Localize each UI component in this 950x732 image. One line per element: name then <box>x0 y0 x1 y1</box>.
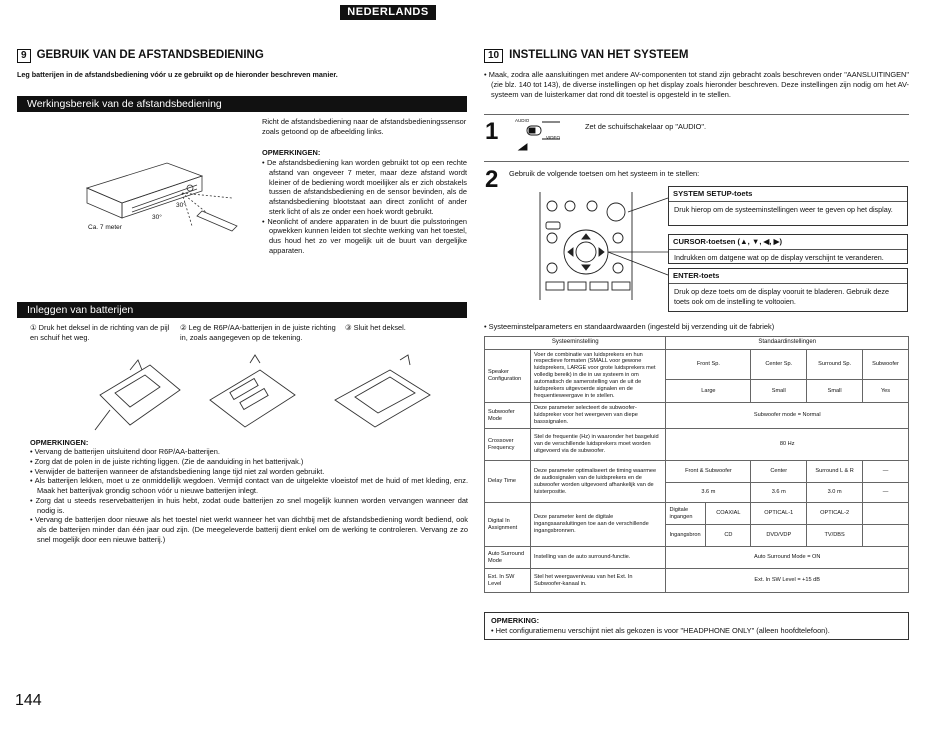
system-setup-desc: Druk hierop om de systeeminstellingen weer te geven op het display. <box>674 205 893 215</box>
batteries-bar: Inleggen van batterijen <box>17 302 467 318</box>
section-10-intro <box>484 70 909 99</box>
table-cell: TV/DBS <box>807 525 863 547</box>
enter-title: ENTER-toets <box>669 269 907 284</box>
note-box <box>484 612 909 640</box>
table-cell: COAXIAL <box>706 503 751 525</box>
table-cell: Subwoofer mode = Normal <box>666 403 909 429</box>
table-cell: 3.0 m <box>807 483 863 503</box>
table-cell: CD <box>706 525 751 547</box>
settings-table <box>484 336 909 593</box>
range-notes <box>262 158 467 256</box>
cursor-desc: Indrukken om datgene wat op de display verschijnt te veranderen. <box>674 253 884 263</box>
cursor-box <box>668 234 908 264</box>
note-title: OPMERKING: <box>491 616 540 625</box>
table-cell: Front Sp. <box>666 349 751 380</box>
param-desc: Deze parameter selecteert de subwoofer-luidspreker voor het weergeven van diepe basssignalen. <box>530 403 666 429</box>
audio-label: AUDIO <box>515 118 530 123</box>
system-setup-title: SYSTEM SETUP-toets <box>669 187 907 202</box>
section-9-intro: Leg batterijen in de afstandsbediening vóór u ze gebruikt op de hieronder beschreven manier. <box>17 70 338 79</box>
param-desc: Stel het weergaveniveau van het Ext. In Subwoofer-kanaal in. <box>530 569 666 593</box>
param-name: Speaker Configuration <box>485 349 531 403</box>
table-cell: Surround Sp. <box>807 349 863 380</box>
table-head: Standaardinstellingen <box>666 337 909 350</box>
table-cell: Digitale ingangen <box>666 503 706 525</box>
table-cell: Ext. In SW Level = +15 dB <box>666 569 909 593</box>
range-note: • Neonlicht of andere apparaten in de buurt die pulsstoringen opwekken kunnen leiden tot slechte werking van het toestel, dus houd het zo ver mogelijk uit de buurt van dergelijke apparaten. <box>262 217 467 256</box>
section-9-number: 9 <box>17 49 31 63</box>
table-row <box>485 569 909 593</box>
language-tab: NEDERLANDS <box>340 5 436 20</box>
divider <box>484 161 909 162</box>
range-bar: Werkingsbereik van de afstandsbediening <box>17 96 467 112</box>
param-name: Crossover Frequency <box>485 429 531 461</box>
table-cell: Large <box>666 380 751 403</box>
param-name: Auto Surround Mode <box>485 547 531 569</box>
table-row <box>485 503 909 525</box>
section-10-title <box>484 48 688 63</box>
table-cell: Center Sp. <box>751 349 807 380</box>
battery-note: • Vervang de batterijen uitsluitend door R6P/AA-batterijen. <box>30 447 468 457</box>
param-desc: Stel de frequentie (Hz) in waaronder het basgeluid van de verschillende luidsprekers moet worden uitgevoerd via de subwoofer. <box>530 429 666 461</box>
table-row <box>485 403 909 429</box>
section-9-heading: GEBRUIK VAN DE AFSTANDSBEDIENING <box>36 49 264 61</box>
table-row <box>485 429 909 461</box>
distance-label: Ca. 7 meter <box>88 224 122 231</box>
system-setup-box <box>668 186 908 226</box>
remote-illustration <box>538 190 634 302</box>
battery-illustration-2 <box>200 355 300 435</box>
range-notes-title: OPMERKINGEN: <box>262 148 321 157</box>
table-cell: 3.6 m <box>666 483 751 503</box>
step-1-text: Zet de schuifschakelaar op "AUDIO". <box>585 122 707 131</box>
table-row <box>485 349 909 380</box>
enter-desc: Druk op deze toets om de display vooruit te bladeren. Gebruik deze toets ook om de instelling te voltooien. <box>674 287 889 306</box>
range-note: • De afstandsbediening kan worden gebruikt tot op een rechte afstand van ongeveer 7 meter, maar deze afstand wordt kleiner of de bediening wordt moeilijker als er zich obstakels tussen de afstandsbediening en de sensor bevinden, als de afstandsbediening blootstaat aan direct zonlicht of ander sterk licht of als ze onder een hoek wordt gebruikt. <box>262 158 467 217</box>
table-cell: Surround L & R <box>807 461 863 483</box>
table-cell: Yes <box>863 380 909 403</box>
page-number: 144 <box>15 692 42 709</box>
step-2-text: Gebruik de volgende toetsen om het systeem in te stellen: <box>509 169 700 178</box>
param-name: Subwoofer Mode <box>485 403 531 429</box>
table-cell: Ingangsbron <box>666 525 706 547</box>
table-cell: Center <box>751 461 807 483</box>
battery-illustration-3 <box>330 355 440 435</box>
section-10-intro-item: • Maak, zodra alle aansluitingen met andere AV-componenten tot stand zijn gebracht zoals beschreven onder "AANSLUITINGEN" (zie blz. 140 tot 143), de diverse instellingen op het display zoals hieronder beschreven. Deze instellingen zijn nodig om het AV-systeem van de luisterkamer dat rond dit toestel is opgesteld in te stellen. <box>484 70 909 99</box>
battery-note: • Zorg dat de polen in de juiste richting liggen. (Zie de aanduiding in het batterijvak.) <box>30 457 468 467</box>
angle-label-1: 30° <box>176 202 186 209</box>
battery-notes <box>30 447 468 545</box>
param-desc: Instelling van de auto surround-functie. <box>530 547 666 569</box>
section-10-heading: INSTELLING VAN HET SYSTEEM <box>509 49 689 61</box>
table-cell: Small <box>751 380 807 403</box>
table-cell: — <box>863 461 909 483</box>
table-cell: OPTICAL-1 <box>751 503 807 525</box>
angle-label-2: 30° <box>152 214 162 221</box>
section-10-number: 10 <box>484 49 503 63</box>
table-row <box>485 461 909 483</box>
table-cell: 80 Hz <box>666 429 909 461</box>
param-name: Delay Time <box>485 461 531 503</box>
table-cell: OPTICAL-2 <box>807 503 863 525</box>
param-desc: Deze parameter optimaliseert de timing waarmee de audiosignalen van de luidsprekers en de subwoofer worden uitgevoerd afhankelijk van de luisterpositie. <box>530 461 666 503</box>
range-illustration <box>72 128 272 238</box>
battery-note: • Vervang de batterijen door nieuwe als het toestel niet werkt wanneer het van dichtbij met de afstandsbediening wordt bediend, ook als de batterijen minder dan één jaar oud zijn. (De meegeleverde batterij dient enkel om de werking te controleren. Vervang ze zo snel mogelijk door een nieuwe batterij.) <box>30 515 468 544</box>
table-cell: 3.6 m <box>751 483 807 503</box>
enter-box <box>668 268 908 312</box>
table-cell: Auto Surround Mode = ON <box>666 547 909 569</box>
params-intro-item: • Systeeminstelparameters en standaardwaarden (ingesteld bij verzending uit de fabriek) <box>484 322 909 332</box>
table-row <box>485 547 909 569</box>
param-name: Digital In Assignment <box>485 503 531 547</box>
battery-notes-title: OPMERKINGEN: <box>30 438 89 447</box>
range-text: Richt de afstandsbediening naar de afstandsbedieningssensor zoals getoond op de afbeelding links. <box>262 117 467 136</box>
battery-step-2: ② Leg de R6P/AA-batterijen in de juiste richting in, zoals aangegeven op de tekening. <box>180 323 336 342</box>
battery-step-1: ① Druk het deksel in de richting van de pijl en schuif het weg. <box>30 323 170 342</box>
step-2-number: 2 <box>485 166 499 193</box>
battery-note: • Zorg dat u steeds reservebatterijen in huis hebt, zodat oude batterijen zo snel mogelijk kunnen worden vervangen wanneer dat nodig is. <box>30 496 468 516</box>
step-1-number: 1 <box>485 118 499 145</box>
table-cell: Subwoofer <box>863 349 909 380</box>
param-desc: Deze parameter kent de digitale ingangsaansluitingen toe aan de verschillende ingangsbronnen. <box>530 503 666 547</box>
table-cell: Front & Subwoofer <box>666 461 751 483</box>
params-intro <box>484 322 909 332</box>
table-cell: — <box>863 483 909 503</box>
param-name: Ext. In SW Level <box>485 569 531 593</box>
param-desc: Voer de combinatie van luidsprekers en hun respectieve formaten (SMALL voor gewone luidsprekers, LARGE voor grote luidsprekers met volledig bereik) in die in uw systeem in om automatisch de samenstelling van de uit de luidsprekers uitgevoerde signalen en de frequentieweergave in te stellen. <box>530 349 666 403</box>
battery-illustration-1 <box>90 355 190 435</box>
cursor-title: CURSOR-toetsen (▲, ▼, ◀, ▶) <box>669 235 907 250</box>
battery-note: • Verwijder de batterijen wanneer de afstandsbediening lange tijd niet zal worden gebruikt. <box>30 467 468 477</box>
table-head: Systeeminstelling <box>485 337 666 350</box>
divider <box>484 114 909 115</box>
table-cell: Small <box>807 380 863 403</box>
video-label: VIDEO <box>546 135 561 140</box>
section-9-title <box>17 48 264 63</box>
table-head-row <box>485 337 909 350</box>
battery-note: • Als batterijen lekken, moet u ze onmiddellijk wegdoen. Vermijd contact van de uitgelekte vloeistof met de huid of met kleding, enz. Maak het batterijvak grondig schoon vóór u nieuwe batterijen inlegt. <box>30 476 468 496</box>
battery-step-3: ③ Sluit het deksel. <box>345 323 406 332</box>
note-text: • Het configuratiemenu verschijnt niet als gekozen is voor "HEADPHONE ONLY" (alleen hoofdtelefoon). <box>491 626 902 636</box>
table-cell: DVD/VDP <box>751 525 807 547</box>
